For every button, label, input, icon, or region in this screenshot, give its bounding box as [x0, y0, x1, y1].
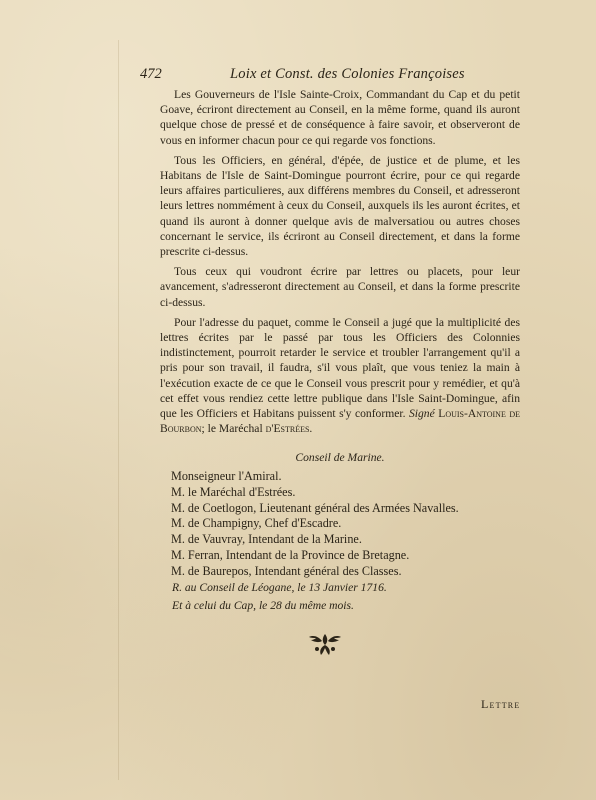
paragraph-text: Pour l'adresse du paquet, comme le Conseil a jugé que la multiplicité des lettres écrites par le passé par tous les Officiers des Colonnies indistinctement, pourroit retarder le service et troubler l'arrangement qu'il a pris pour son travail, il faudra, s'il vous plaît, que vous teniez la main à l'exécution exacte de ce que le Conseil vous prescrit pour y remédier, et qu'à cet effet vous rendiez cette lettre publique dans l'Isle Saint-Domingue, afin que les Officiers et Habitans puissent s'y conformer. — [160, 315, 520, 421]
page-crease — [118, 40, 119, 780]
paragraph: Tous ceux qui voudront écrire par lettres ou placets, pour leur avancement, s'adresseront directement au Conseil, et dans la forme prescrite ci-dessus. — [160, 265, 520, 309]
running-header — [140, 66, 520, 88]
registration-line: R. au Conseil de Léogane, le 13 Janvier 1716. — [172, 581, 387, 594]
council-heading: Conseil de Marine. — [295, 451, 385, 464]
council-member-list — [171, 469, 521, 580]
registration-notes — [172, 579, 522, 615]
page-number: 472 — [140, 66, 162, 82]
list-item: M. Ferran, Intendant de la Province de Bretagne. — [171, 547, 410, 562]
list-item: M. de Baurepos, Intendant général des Classes. — [171, 563, 402, 578]
signer-connector: ; le Maréchal — [201, 422, 263, 436]
running-title: Loix et Const. des Colonies Françoises — [230, 66, 465, 82]
list-item: M. de Champigny, Chef d'Escadre. — [171, 516, 342, 531]
list-item: Monseigneur l'Amiral. — [171, 469, 282, 483]
list-item: M. de Coetlogon, Lieutenant général des Armées Navalles. — [171, 500, 459, 515]
paragraph: Les Gouverneurs de l'Isle Sainte-Croix, Commandant du Cap et du petit Goave, écriront directement au Conseil, en la même forme, quand ils auront quelque chose de pressé et de conséquence à faire savoir, et observeront de vous en informer chacun pour ce qui regarde vos fonctions. — [160, 88, 520, 147]
catchword: Lettre — [481, 697, 521, 711]
paragraph-signed — [160, 315, 520, 437]
list-item: M. de Vauvray, Intendant de la Marine. — [171, 532, 362, 547]
signed-word: Signé — [408, 407, 435, 421]
list-item: M. le Maréchal d'Estrées. — [171, 484, 296, 499]
signer-name: Louis-Antoine de Bourbon — [160, 407, 520, 436]
registration-line: Et à celui du Cap, le 28 du même mois. — [172, 599, 354, 612]
body-text — [160, 87, 520, 441]
second-signer-name: d'Estrées. — [265, 422, 313, 436]
fleuron-ornament-icon — [305, 630, 345, 658]
paragraph: Tous les Officiers, en général, d'épée, de justice et de plume, et les Habitans de l'Isle de Saint-Domingue pourront écrire, pour ce qui regarde leurs affaires particulieres, aux différens membres du Conseil, et adresseront leurs lettres nommément à ceux du Conseil, auxquels ils les auront écrites, et quand ils auront à donner quelque avis de malversatiou ou autres choses concernant le service, ils écriront au Conseil directement, et dans la forme prescrite ci-dessus. — [160, 153, 520, 259]
